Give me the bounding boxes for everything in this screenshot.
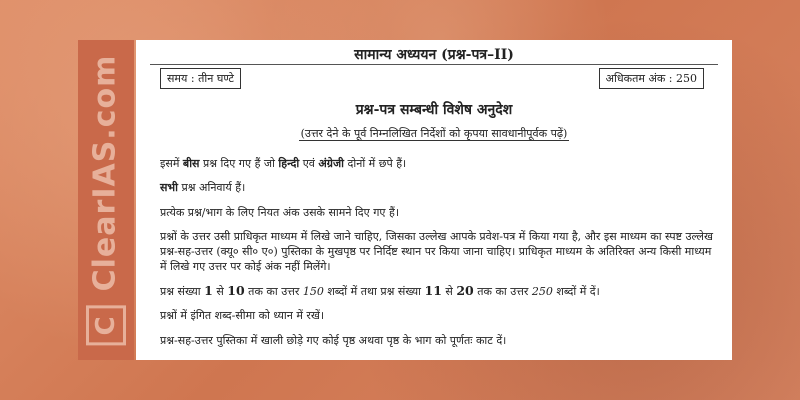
subheading-text: (उत्तर देने के पूर्व निम्नलिखित निर्देशों को कृपया सावधानीपूर्वक पढ़ें) xyxy=(300,127,568,140)
instruction-1 xyxy=(160,156,718,171)
instruction-5-text-f: तक का उत्तर xyxy=(473,285,532,298)
instruction-1-count: बीस xyxy=(182,157,200,170)
instruction-1-text-a: इसमें xyxy=(160,157,183,170)
instruction-1-text-c: प्रश्न दिए गए हैं जो xyxy=(199,157,279,170)
instruction-5-q1: 1 xyxy=(204,283,213,298)
instruction-1-text-g: दोनों में छपे हैं। xyxy=(344,157,407,170)
instruction-5-text-d: शब्दों में तथा प्रश्न संख्या xyxy=(323,285,425,298)
instruction-2-text: प्रश्न अनिवार्य हैं। xyxy=(178,181,246,194)
instructions-heading: प्रश्न-पत्र सम्बन्धी विशेष अनुदेश xyxy=(355,102,513,118)
instruction-2-all: सभी xyxy=(160,181,179,194)
instruction-1-hindi: हिन्दी xyxy=(278,157,300,170)
instruction-5-text-e: से xyxy=(441,285,457,298)
watermark-strip xyxy=(78,40,134,360)
watermark-logo-mark: C xyxy=(86,305,126,345)
instruction-5 xyxy=(160,283,718,299)
instruction-7: प्रश्न-सह-उत्तर पुस्तिका में खाली छोड़े गए कोई पृष्ठ अथवा पृष्ठ के भाग को पूर्णतः काट दें। xyxy=(160,334,507,347)
instruction-5-text-a: प्रश्न संख्या xyxy=(160,285,205,298)
instruction-1-english: अंग्रेजी xyxy=(318,157,345,170)
instruction-4: प्रश्नों के उत्तर उसी प्राधिकृत माध्यम में लिखे जाने चाहिए, जिसका उल्लेख आपके प्रवेश-पत्र में किया गया है, और इस माध्यम का स्पष्ट उल्लेख प्रश्न-सह-उत्तर (क्यू० सी० ए०) पुस्तिका के मुखपृष्ठ पर निर्दिष्ट स्थान पर किया जाना चाहिए। प्राधिकृत माध्यम के अतिरिक्त अन्य किसी माध्यम में लिखे गए उत्तर पर कोई अंक नहीं मिलेंगे। xyxy=(160,230,713,273)
instruction-5-q11: 11 xyxy=(424,283,442,298)
instruction-5-words-250: 250 xyxy=(531,285,553,298)
watermark-brand-text: ClearIAS.com xyxy=(87,54,123,292)
instruction-5-text-g: शब्दों में दें। xyxy=(552,285,600,298)
title-divider xyxy=(150,64,718,65)
watermark-logo xyxy=(86,55,126,346)
paper-title: सामान्य अध्ययन (प्रश्न-पत्र–II) xyxy=(354,47,514,63)
instruction-1-text-e: एवं xyxy=(299,157,319,170)
instructions-subheading xyxy=(136,126,732,141)
instruction-5-text-b: से xyxy=(212,285,228,298)
instruction-5-q20: 20 xyxy=(456,283,474,298)
instruction-5-q10: 10 xyxy=(227,283,245,298)
exam-paper xyxy=(136,40,732,360)
instruction-5-words-150: 150 xyxy=(302,285,324,298)
instruction-5-text-c: तक का उत्तर xyxy=(244,285,303,298)
instruction-2 xyxy=(160,180,718,195)
time-box: समय : तीन घण्टे xyxy=(160,68,241,89)
max-marks-box: अधिकतम अंक : 250 xyxy=(599,68,704,89)
instruction-3: प्रत्येक प्रश्न/भाग के लिए नियत अंक उसके सामने दिए गए हैं। xyxy=(160,206,399,219)
instruction-6: प्रश्नों में इंगित शब्द-सीमा को ध्यान में रखें। xyxy=(160,309,325,322)
